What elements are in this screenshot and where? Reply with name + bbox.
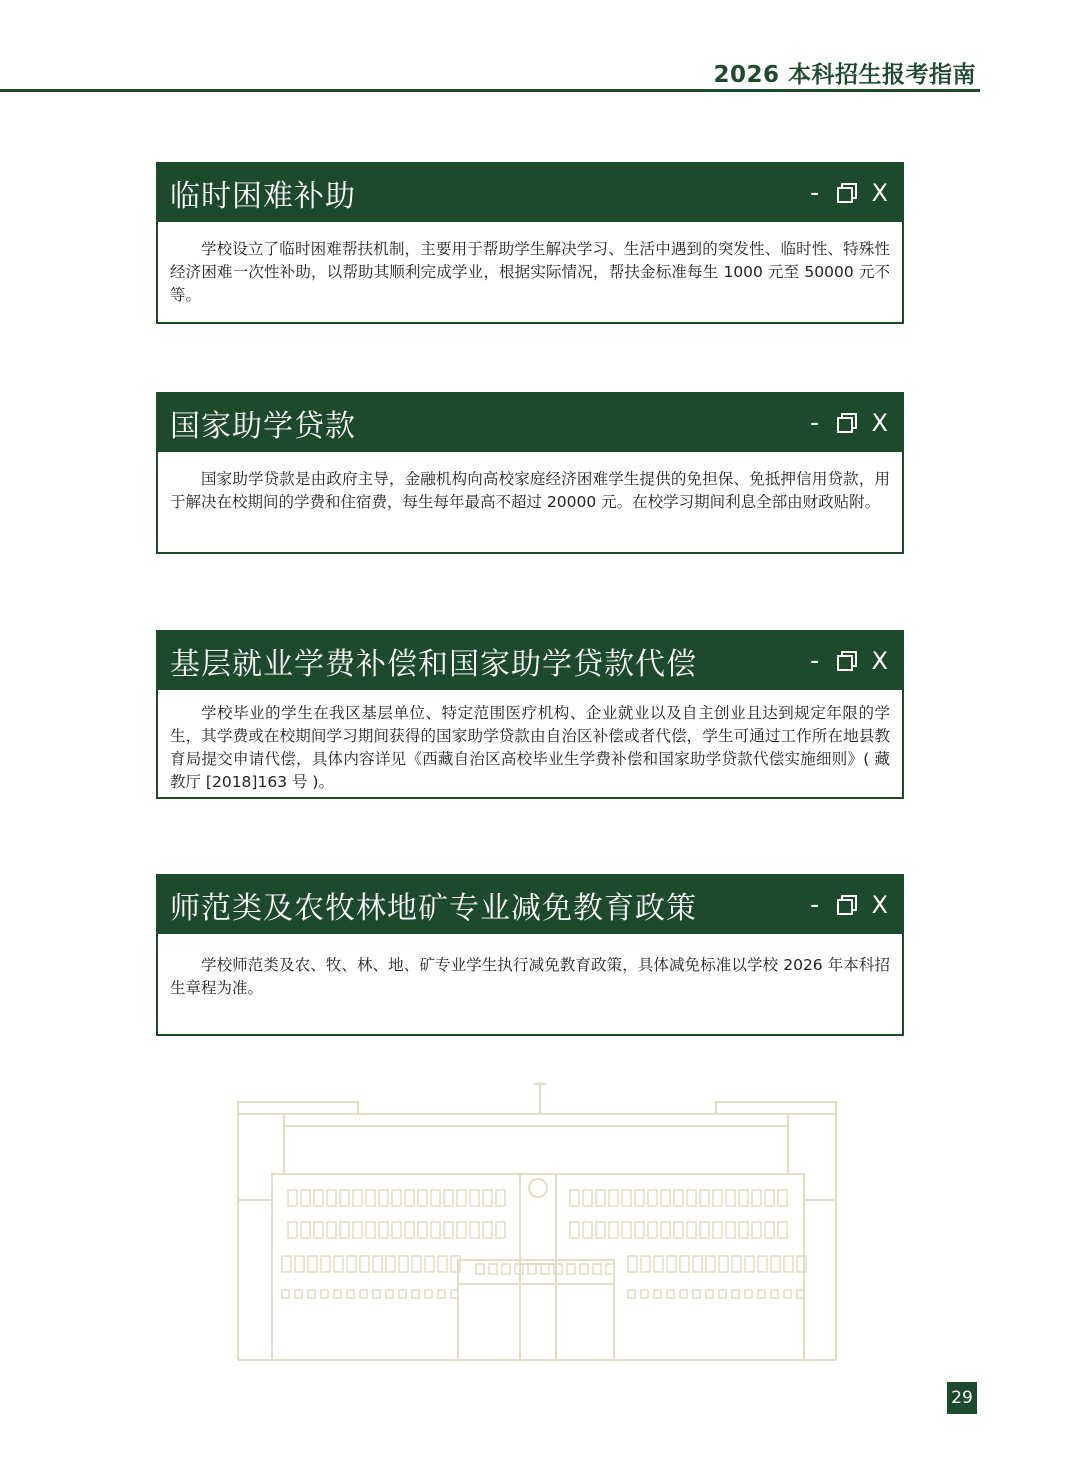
building-window <box>667 1290 674 1298</box>
building-window <box>635 1190 644 1206</box>
building-window <box>596 1222 605 1238</box>
building-window <box>418 1190 427 1206</box>
building-window <box>680 1290 687 1298</box>
building-window <box>457 1190 466 1206</box>
building-window <box>321 1256 330 1272</box>
building-window <box>739 1190 748 1206</box>
building-window <box>489 1264 497 1274</box>
card-header <box>158 164 902 222</box>
building-window <box>745 1290 752 1298</box>
building-window <box>654 1256 663 1272</box>
building-window <box>438 1290 445 1298</box>
building-window <box>641 1290 648 1298</box>
card-title: 基层就业学费补偿和国家助学贷款代偿 <box>170 647 697 682</box>
card-body: 国家助学贷款是由政府主导，金融机构向高校家庭经济困难学生提供的免担保、免抵押信用贷款，用于解决在校期间的学费和住宿费，每生每年最高不超过 20000 元。在校学习期间利息全部由财政贴附。 <box>170 470 890 511</box>
building-window <box>399 1256 408 1272</box>
building-window <box>282 1290 289 1298</box>
building-window <box>295 1256 304 1272</box>
building-window <box>360 1290 367 1298</box>
building-window <box>340 1190 349 1206</box>
building-window <box>580 1264 588 1274</box>
card-body: 学校师范类及农、牧、林、地、矿专业学生执行减免教育政策，具体减免标准以学校 2026 年本科招生章程为准。 <box>170 956 890 997</box>
building-window <box>596 1190 605 1206</box>
building-window <box>373 1256 382 1272</box>
building-window <box>570 1222 579 1238</box>
building-window <box>745 1256 754 1272</box>
building-window <box>431 1190 440 1206</box>
building-window <box>654 1290 661 1298</box>
card-header <box>158 394 902 452</box>
building-window <box>288 1190 297 1206</box>
building-window <box>687 1222 696 1238</box>
building-window <box>405 1190 414 1206</box>
building-window <box>706 1256 715 1272</box>
building-window <box>713 1190 722 1206</box>
building-window <box>347 1290 354 1298</box>
building-window <box>700 1190 709 1206</box>
building-window <box>628 1256 637 1272</box>
building-window <box>476 1264 484 1274</box>
building-window <box>667 1256 676 1272</box>
building-window <box>765 1190 774 1206</box>
card-title: 临时困难补助 <box>170 179 356 214</box>
header-divider <box>0 89 980 92</box>
minimize-icon[interactable]: - <box>809 890 820 920</box>
building-window <box>347 1256 356 1272</box>
building-window <box>334 1290 341 1298</box>
building-window <box>719 1256 728 1272</box>
card-temporary-aid <box>156 162 904 324</box>
card-body: 学校毕业的学生在我区基层单位、特定范围医疗机构、企业就业以及自主创业且达到规定年限的学生，其学费或在校期间学习期间获得的国家助学贷款由自治区补偿或者代偿，学生可通过工作所在地县教育局提交申请代偿，具体内容详见《西藏自治区高校毕业生学费补偿和国家助学贷款代偿实施细则》( 藏教厅 [2018]163 号 )。 <box>170 704 890 791</box>
card-header <box>158 876 902 934</box>
building-window <box>373 1290 380 1298</box>
card-title: 师范类及农牧林地矿专业减免教育政策 <box>170 891 697 926</box>
building-window <box>693 1256 702 1272</box>
card-grassroots-tuition-compensation <box>156 630 904 799</box>
building-window <box>392 1222 401 1238</box>
building-window <box>340 1222 349 1238</box>
building-window <box>425 1290 432 1298</box>
building-window <box>483 1222 492 1238</box>
close-icon[interactable]: X <box>871 891 888 919</box>
building-window <box>700 1222 709 1238</box>
building-window <box>609 1222 618 1238</box>
library-building-illustration <box>236 1080 846 1365</box>
building-window <box>379 1222 388 1238</box>
building-window <box>288 1222 297 1238</box>
building-window <box>732 1256 741 1272</box>
building-window <box>353 1222 362 1238</box>
building-window <box>444 1190 453 1206</box>
restore-window-icon[interactable] <box>836 894 858 916</box>
window-controls <box>808 164 888 222</box>
card-title: 国家助学贷款 <box>170 409 356 444</box>
building-window <box>693 1290 700 1298</box>
restore-window-icon[interactable] <box>836 412 858 434</box>
building-window <box>496 1222 505 1238</box>
close-icon[interactable]: X <box>871 409 888 437</box>
minimize-icon[interactable]: - <box>809 178 820 208</box>
building-window <box>366 1190 375 1206</box>
building-window <box>399 1290 406 1298</box>
building-window <box>719 1290 726 1298</box>
close-icon[interactable]: X <box>871 179 888 207</box>
building-window <box>797 1290 804 1298</box>
building-window <box>732 1290 739 1298</box>
building-window <box>765 1222 774 1238</box>
building-window <box>418 1222 427 1238</box>
building-window <box>713 1222 722 1238</box>
window-controls <box>808 876 888 934</box>
building-window <box>308 1290 315 1298</box>
building-window <box>295 1290 302 1298</box>
window-controls <box>808 632 888 690</box>
building-window <box>412 1256 421 1272</box>
building-window <box>635 1222 644 1238</box>
building-window <box>321 1290 328 1298</box>
building-window <box>451 1290 458 1298</box>
building-window <box>457 1222 466 1238</box>
building-window <box>583 1190 592 1206</box>
building-window <box>674 1190 683 1206</box>
minimize-icon[interactable]: - <box>809 646 820 676</box>
building-window <box>778 1222 787 1238</box>
building-window <box>641 1256 650 1272</box>
building-window <box>528 1264 536 1274</box>
building-window <box>412 1290 419 1298</box>
building-window <box>366 1222 375 1238</box>
building-window <box>771 1256 780 1272</box>
restore-window-icon[interactable] <box>836 650 858 672</box>
building-window <box>483 1190 492 1206</box>
building-window <box>674 1222 683 1238</box>
building-window <box>567 1264 575 1274</box>
building-window <box>327 1222 336 1238</box>
building-window <box>758 1290 765 1298</box>
building-window <box>392 1190 401 1206</box>
building-window <box>282 1256 291 1272</box>
building-window <box>739 1222 748 1238</box>
building-window <box>606 1264 614 1274</box>
building-window <box>314 1190 323 1206</box>
window-controls <box>808 394 888 452</box>
building-window <box>593 1264 601 1274</box>
building-window <box>386 1256 395 1272</box>
building-window <box>334 1256 343 1272</box>
card-header <box>158 632 902 690</box>
building-window <box>628 1290 635 1298</box>
building-window <box>444 1222 453 1238</box>
building-window <box>687 1190 696 1206</box>
building-window <box>470 1222 479 1238</box>
building-window <box>778 1190 787 1206</box>
building-window <box>784 1256 793 1272</box>
building-window <box>622 1190 631 1206</box>
building-window <box>622 1222 631 1238</box>
card-body: 学校设立了临时困难帮扶机制，主要用于帮助学生解决学习、生活中遇到的突发性、临时性、特殊性经济困难一次性补助，以帮助其顺利完成学业，根据实际情况，帮扶金标准每生 1000 元至 50000 元不等。 <box>170 240 890 304</box>
building-window <box>431 1222 440 1238</box>
building-window <box>386 1290 393 1298</box>
building-window <box>784 1290 791 1298</box>
building-window <box>661 1222 670 1238</box>
building-window <box>771 1290 778 1298</box>
building-window <box>496 1190 505 1206</box>
building-window <box>314 1222 323 1238</box>
minimize-icon[interactable]: - <box>809 408 820 438</box>
close-icon[interactable]: X <box>871 647 888 675</box>
building-window <box>405 1222 414 1238</box>
building-window <box>583 1222 592 1238</box>
building-window <box>353 1190 362 1206</box>
building-window <box>327 1190 336 1206</box>
building-window <box>648 1222 657 1238</box>
building-window <box>752 1190 761 1206</box>
building-window <box>308 1256 317 1272</box>
building-window <box>301 1222 310 1238</box>
building-window <box>570 1190 579 1206</box>
guide-title: 2026 本科招生报考指南 <box>713 62 976 88</box>
building-window <box>541 1264 549 1274</box>
page-number: 29 <box>947 1382 977 1414</box>
building-window <box>680 1256 689 1272</box>
building-window <box>609 1190 618 1206</box>
building-window <box>726 1190 735 1206</box>
building-window <box>752 1222 761 1238</box>
card-national-student-loan <box>156 392 904 554</box>
building-window <box>661 1190 670 1206</box>
building-window <box>360 1256 369 1272</box>
restore-window-icon[interactable] <box>836 182 858 204</box>
card-teacher-agri-tuition-waiver <box>156 874 904 1036</box>
building-window <box>502 1264 510 1274</box>
building-window <box>301 1190 310 1206</box>
building-window <box>648 1190 657 1206</box>
building-window <box>438 1256 447 1272</box>
building-window <box>726 1222 735 1238</box>
building-window <box>758 1256 767 1272</box>
building-window <box>379 1190 388 1206</box>
building-window <box>706 1290 713 1298</box>
building-window <box>470 1190 479 1206</box>
building-window <box>425 1256 434 1272</box>
